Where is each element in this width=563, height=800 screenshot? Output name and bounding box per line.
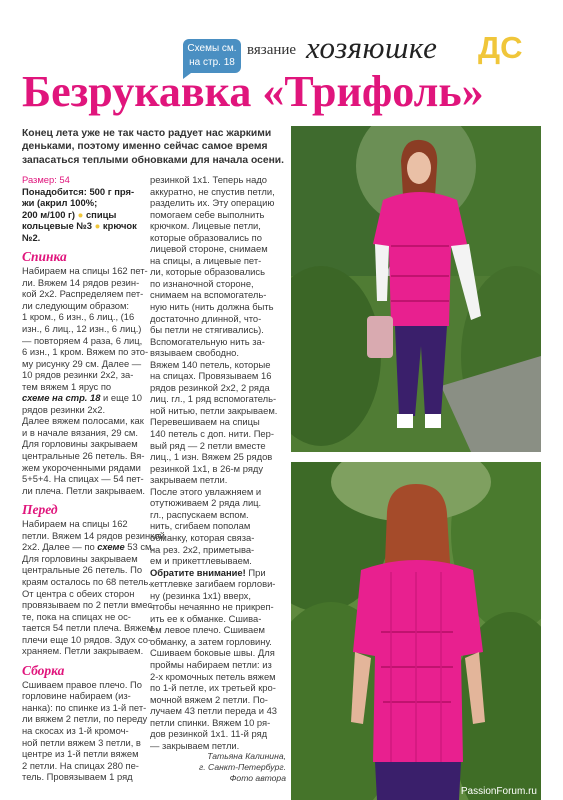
text-line: плечи еще 10 рядов. Здух со- xyxy=(22,633,152,645)
text-line: центральные 26 петель. По xyxy=(22,564,143,576)
text-line: Далее вяжем полосами, как xyxy=(22,415,144,427)
text-line: на спицы, а лицевые пет- xyxy=(150,254,262,266)
signature-city: г. Санкт-Петербург. xyxy=(199,762,286,773)
badge-line-2: на стр. 18 xyxy=(189,57,235,68)
text-line: ли следующим образом: xyxy=(22,299,130,311)
text-line: чтобы нечаянно не прикреп- xyxy=(150,601,274,613)
text-line: От центра с обеих сторон xyxy=(22,587,135,599)
text-line: на спицах. Провязываем 16 xyxy=(150,370,272,382)
section-title-sborka: Сборка xyxy=(22,662,65,678)
column-1 xyxy=(22,174,165,783)
intro-line: Конец лета уже не так часто радует нас жаркими xyxy=(22,128,272,139)
text-line: Сшиваем правое плечо. По xyxy=(22,678,143,690)
text-line: ную нить (нить должна быть xyxy=(150,301,274,313)
text-line: — закрываем петли. xyxy=(150,739,240,751)
text-line: 2 петли. На спицах 280 пе- xyxy=(22,759,139,771)
text-line: краям осталось по 68 петель. xyxy=(22,575,151,587)
text-line: которые образовались по xyxy=(150,231,262,243)
materials-text: крючок xyxy=(100,220,137,232)
materials-text: кольцевые №3 xyxy=(22,220,93,232)
materials-label: Понадобится: xyxy=(22,185,87,197)
materials-text: спицы xyxy=(83,208,117,220)
signature-author: Татьяна Калинина, xyxy=(207,751,286,762)
text-line: гл., распускаем вспом. xyxy=(150,508,249,520)
text-line: на рез. 2х2, приметыва- xyxy=(150,543,255,555)
text-line: по изнаночной стороне, xyxy=(150,277,254,289)
text-line: Сшиваем боковые швы. Для xyxy=(150,647,275,659)
text-line: ной нитью, петли закрываем. xyxy=(150,404,278,416)
text-line: достаточно длинной, что- xyxy=(150,312,262,324)
text-line: ной петли вяжем 3 петли, в xyxy=(22,736,141,748)
page-title: Безрукавка «Трифоль» xyxy=(22,67,484,116)
text-line: Вспомогательную нить за- xyxy=(150,335,265,347)
text-line: — повторяем 4 раза, 6 лиц, xyxy=(22,334,143,346)
intro-line: деньками, поэтому именно сейчас самое время xyxy=(22,141,268,153)
text-line: провязываем по 2 петли вмес- xyxy=(22,599,156,611)
photo-model-back xyxy=(291,462,541,800)
section-title-spinka: Спинка xyxy=(22,249,67,265)
text-line: ли. Вяжем 14 рядов резин- xyxy=(22,276,140,288)
materials-text: 200 м/100 г) xyxy=(22,208,76,220)
text-line: ем и прикеттлевываем. xyxy=(150,555,252,567)
text-line: 6 изн., 1 кром. Вяжем по это- xyxy=(22,346,149,358)
text-line: закрываем петли. xyxy=(150,474,228,486)
text-line: бы петли не стягивались). xyxy=(150,324,264,336)
text-line: рядов резинкой 2х2, 2 ряда xyxy=(150,381,270,393)
text-line: резинкой 1х1, в 26-м ряду xyxy=(150,462,264,474)
text-line: 140 петель с доп. нити. Пер- xyxy=(150,428,274,440)
text-line: 10 рядов резинки 2х2, за- xyxy=(22,369,134,381)
attention-label: Обратите внимание! xyxy=(150,566,246,578)
text-line: После этого увлажняем и xyxy=(150,485,262,497)
materials-text: 500 г пря- xyxy=(86,185,135,197)
materials-line: №2. xyxy=(22,231,41,243)
text-line: обманку, которая связа- xyxy=(150,531,255,543)
text-line: резинкой 1х1. Теперь надо xyxy=(150,174,268,185)
text-line: ну (резинка 1х1) вверх, xyxy=(150,589,251,601)
text-line: ить ее к обманке. Сшива- xyxy=(150,612,262,624)
text-line: на скосах из 1-й кромоч- xyxy=(22,724,129,736)
text-line: Набираем на спицы 162 xyxy=(22,518,128,530)
text-line: ли вяжем 2 петли, по переду xyxy=(22,713,148,725)
text-line: вязываем свободно. xyxy=(150,347,239,359)
text-line: центре из 1-й петли вяжем xyxy=(22,748,139,760)
text-line: ли плеча. Петли закрываем. xyxy=(22,484,146,496)
text-line: аккуратно, не спустив петли, xyxy=(150,185,275,197)
text-line: помогаем себе выполнить xyxy=(150,208,265,220)
materials-line xyxy=(22,220,150,232)
materials-line xyxy=(22,209,150,221)
text-fragment: 2х2. Далее — по xyxy=(22,541,98,553)
text-line: Для горловины закрываем xyxy=(22,552,138,564)
scheme-link[interactable]: схеме xyxy=(97,541,125,553)
text-line: лиц., 1 изн. Вяжем 25 рядов xyxy=(150,451,273,463)
text-line: Набираем на спицы 162 пет- xyxy=(22,265,148,277)
photo-back-image xyxy=(291,462,541,800)
text-line: разделить их. Эту операцию xyxy=(150,197,275,209)
badge-line-1: Схемы см. xyxy=(187,43,237,54)
text-line: крючком. Лицевые петли, xyxy=(150,220,261,232)
watermark: PassionForum.ru xyxy=(460,786,537,797)
text-line: горловине набираем (из- xyxy=(22,690,131,702)
text-line: петли спинки. Вяжем 10 ря- xyxy=(150,716,271,728)
text-line: 2-х кромочных петель вяжем xyxy=(150,670,276,682)
text-line xyxy=(22,392,150,404)
section-title-pered: Перед xyxy=(22,502,58,518)
bullet-icon: ● xyxy=(94,220,101,232)
text-line: храняем. Петли закрываем. xyxy=(22,645,144,657)
text-line: кой 2х2. Распределяем пет- xyxy=(22,288,144,300)
text-line: ем левое плечо. Сшиваем xyxy=(150,624,265,636)
signature-photo: Фото автора xyxy=(229,773,286,784)
text-line: 1 кром., 6 изн., 6 лиц., (16 xyxy=(22,311,135,323)
text-line: лиц. гл., 1 ряд вспомогатель- xyxy=(150,393,277,405)
text-fragment: При xyxy=(245,566,266,578)
text-line: тается 54 петли плеча. Вяжем xyxy=(22,622,154,634)
intro-text xyxy=(22,127,284,167)
text-line: Перевешиваем на спицы xyxy=(150,416,260,428)
text-line: нить, сгибаем пополам xyxy=(150,520,251,532)
brand-ds-logo: ДС xyxy=(478,30,523,65)
text-line: изн., 6 лиц., 12 изн., 6 лиц.) xyxy=(22,323,142,335)
text-line: и в начале вязания, 29 см. xyxy=(22,426,138,438)
text-line: кеттлевке загибаем горлови- xyxy=(150,578,276,590)
brand-name: хозяюшке xyxy=(306,30,438,65)
text-line: центральные 26 петель. Вя- xyxy=(22,450,145,462)
text-line: лицевой стороне, снимаем xyxy=(150,243,268,255)
column-2 xyxy=(150,174,286,784)
text-line: Для горловины закрываем xyxy=(22,438,138,450)
text-line: вый ряд — 2 петли вместе xyxy=(150,439,266,451)
materials-line: жи (акрил 100%; xyxy=(22,197,98,209)
text-line: по 1-й петле, их третьей кро- xyxy=(150,682,276,694)
intro-line: запасаться теплыми обновками для начала осени. xyxy=(22,154,284,166)
text-fragment: и еще 10 xyxy=(100,392,142,404)
text-line: нанка): по спинке из 1-й пет- xyxy=(22,701,147,713)
scheme-link[interactable]: схеме на стр. 18 xyxy=(22,392,101,404)
photo-front-image xyxy=(291,126,541,452)
text-line: обманку, а затем горловину. xyxy=(150,635,272,647)
brand-small: вязание xyxy=(247,42,297,58)
text-line: Вяжем 140 петель, которые xyxy=(150,358,271,370)
text-line: 5+5+4. На спицах — 54 пет- xyxy=(22,473,144,485)
text-line: ли, которые образовались xyxy=(150,266,265,278)
text-line: тем вяжем 1 ярус по xyxy=(22,380,112,392)
text-line: рядов резинки 2х2. xyxy=(22,403,106,415)
text-fragment: 53 см. xyxy=(124,541,155,553)
materials xyxy=(22,186,150,198)
text-line: мочной вяжем 2 петли. По- xyxy=(150,693,268,705)
text-line: лучаем 43 петли переда и 43 xyxy=(150,705,278,717)
photo-model-front xyxy=(291,126,541,452)
text-line: проймы набираем петли: из xyxy=(150,658,272,670)
text-line: те, пока на спицах не ос- xyxy=(22,610,131,622)
text-line: петли. Вяжем 14 рядов резинкой xyxy=(22,529,165,541)
size-line: Размер: 54 xyxy=(22,174,70,185)
text-line: дов резинкой 1х1. 11-й ряд xyxy=(150,728,268,740)
text-line: отутюживаем 2 ряда лиц. xyxy=(150,497,262,509)
attention-line xyxy=(150,567,286,579)
text-line: тель. Провязываем 1 ряд xyxy=(22,771,133,783)
bullet-icon: ● xyxy=(77,208,84,220)
text-line: му рисунку 29 см. Далее — xyxy=(22,357,142,369)
text-line: снимаем на вспомогатель- xyxy=(150,289,267,301)
text-line: жем укороченными рядами xyxy=(22,461,141,473)
text-line xyxy=(22,541,155,553)
